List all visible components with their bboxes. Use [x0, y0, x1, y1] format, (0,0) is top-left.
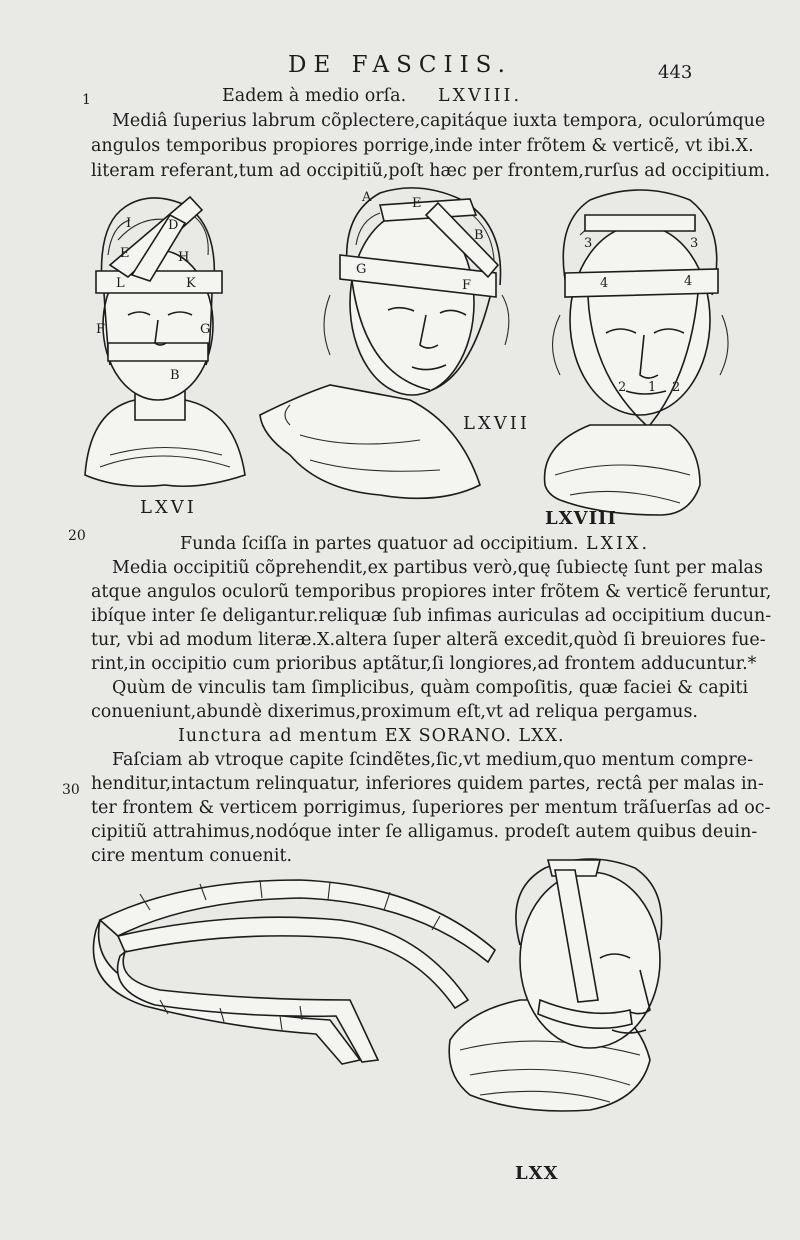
text-line: tur, vbi ad modum literæ.X.altera ſuper alterã excedit,quòd ſi breuiores fue- [91, 630, 766, 650]
head-figure-lxx [449, 859, 661, 1111]
svg-text:D: D [168, 218, 179, 233]
margin-line-number-1: 1 [82, 92, 91, 108]
svg-text:E: E [412, 196, 422, 211]
text-line: atque angulos oculorũ temporibus propiores inter frõtem & verticẽ feruntur, [91, 582, 772, 602]
bandage-illustrations-top [0, 185, 800, 545]
text-line: Faſciam ab vtroque capite ſcindẽtes,ſic,vt medium,quo mentum compre- [112, 750, 754, 770]
margin-line-number-30: 30 [62, 782, 80, 798]
svg-text:2: 2 [618, 380, 627, 395]
text-line: conueniunt,abundè dixerimus,proximum eſt,vt ad reliqua pergamus. [91, 702, 698, 722]
svg-text:G: G [200, 322, 211, 337]
running-head: DE FASCIIS. [288, 52, 512, 78]
section-number: LXIX. [586, 534, 651, 554]
svg-text:E: E [120, 246, 130, 261]
svg-text:B: B [474, 228, 484, 243]
text-line: rint,in occipitio cum prioribus aptãtur,ſi longiores,ad frontem adducuntur.* [91, 654, 757, 674]
svg-text:I: I [126, 216, 132, 231]
page-number: 443 [658, 62, 693, 83]
section-heading: Funda ſciſſa in partes quatuor ad occipitium. [180, 534, 579, 554]
text-line: Quùm de vinculis tam ſimplicibus, quàm compoſitis, quæ faciei & capiti [112, 678, 749, 698]
svg-text:2: 2 [672, 380, 681, 395]
svg-text:B: B [170, 368, 180, 383]
head-figure-lxviii [545, 190, 728, 515]
text-line: literam referant,tum ad occipitiũ,poſt hæc per frontem,rurſus ad occipitium. [91, 161, 771, 181]
head-figure-lxvii [260, 188, 509, 498]
text-line: henditur,intactum relinquatur, inferiores quidem partes, rectâ per malas in- [91, 774, 764, 794]
text-line: Media occipitiũ cõprehendit,ex partibus verò,quę ſubiectę ſunt per malas [112, 558, 763, 578]
svg-text:3: 3 [584, 236, 593, 251]
text-line: Mediâ ſuperius labrum cõplectere,capitáque iuxta tempora, oculorúmque [112, 111, 766, 131]
text-line: ter frontem & verticem porrigimus, ſuperiores per mentum trãſuerſas ad oc- [91, 798, 771, 818]
margin-line-number-20: 20 [68, 528, 86, 544]
svg-text:F: F [462, 278, 472, 293]
text-line: cipitiũ attrahimus,nodóque inter ſe alligamus. prodeſt autem quibus deuin- [91, 822, 758, 842]
figure-caption-lxvi: LXVI [140, 497, 197, 518]
text-line: angulos temporibus propiores porrige,inde inter frõtem & verticẽ, vt ibi.X. [91, 136, 754, 156]
text-line: cire mentum conuenit. [91, 846, 293, 866]
svg-text:L: L [116, 276, 125, 291]
figure-caption-lxvii: LXVII [463, 413, 530, 434]
section-number: LXVIII. [438, 86, 523, 106]
svg-text:1: 1 [648, 380, 657, 395]
svg-text:A: A [362, 190, 372, 205]
split-bandage-strip [93, 880, 495, 1064]
section-heading: Iunctura ad mentum EX SORANO. LXX. [178, 726, 565, 746]
head-figure-lxvi [85, 197, 245, 486]
svg-text:K: K [186, 276, 196, 291]
figure-caption-lxviii: LXVIII [545, 508, 617, 529]
svg-text:4: 4 [600, 276, 609, 291]
svg-text:H: H [178, 250, 190, 265]
svg-text:G: G [356, 262, 367, 277]
svg-text:3: 3 [690, 236, 699, 251]
figure-caption-lxx: LXX [515, 1163, 559, 1184]
text-line: ibíque inter ſe deligantur.reliquæ ſub infimas auriculas ad occipitium ducun- [91, 606, 772, 626]
section-heading: Eadem à medio orſa. [222, 86, 407, 106]
bandage-illustration-bottom [0, 850, 800, 1170]
svg-text:4: 4 [684, 274, 693, 289]
svg-text:F: F [96, 322, 106, 337]
